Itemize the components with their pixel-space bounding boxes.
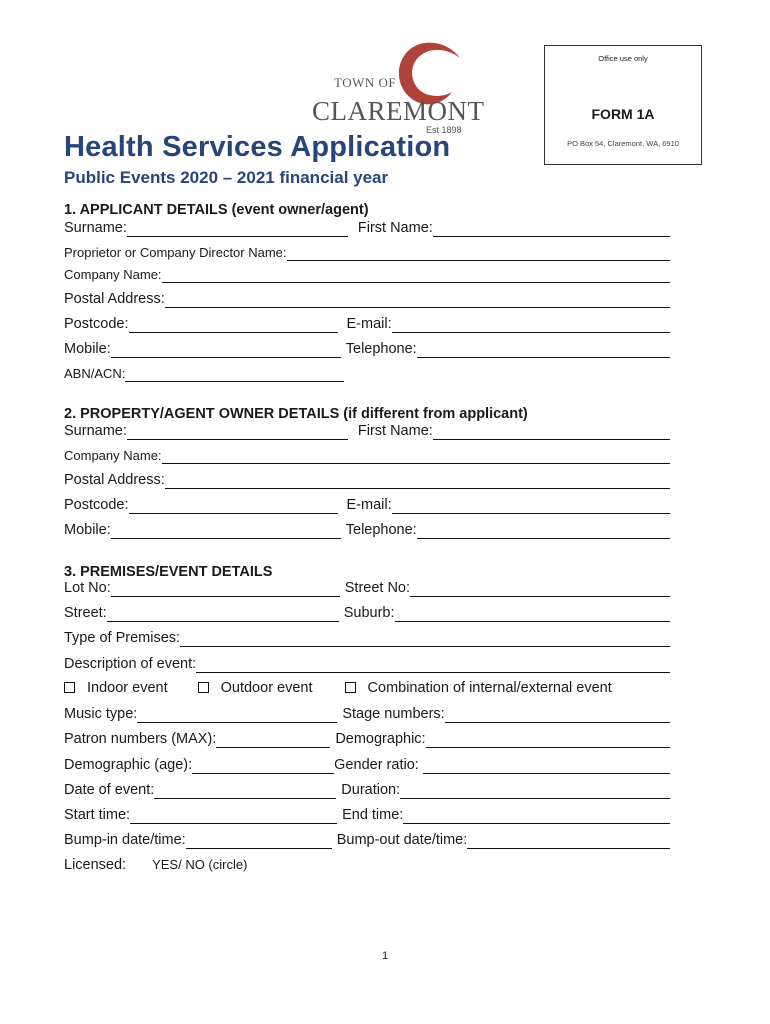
owner-postal-field[interactable] bbox=[165, 473, 670, 489]
lot-no-label: Lot No: bbox=[64, 580, 111, 596]
owner-mobile-field[interactable] bbox=[111, 523, 341, 539]
gender-ratio-field[interactable] bbox=[423, 758, 670, 774]
logo-town-of: TOWN OF bbox=[334, 75, 397, 90]
street-no-field[interactable] bbox=[410, 581, 670, 597]
owner-surname-label: Surname: bbox=[64, 423, 127, 439]
street-no-label: Street No: bbox=[344, 580, 411, 596]
suburb-field[interactable] bbox=[395, 606, 670, 622]
owner-mobile-label: Mobile: bbox=[64, 522, 111, 538]
owner-company-field[interactable] bbox=[162, 448, 670, 464]
section-1-heading: 1. APPLICANT DETAILS (event owner/agent) bbox=[64, 202, 369, 218]
combination-checkbox[interactable] bbox=[345, 682, 356, 693]
lot-no-field[interactable] bbox=[111, 581, 340, 597]
email-label: E-mail: bbox=[346, 316, 392, 332]
postal-address-field[interactable] bbox=[165, 292, 670, 308]
owner-surname-field[interactable] bbox=[127, 424, 348, 440]
patron-numbers-label: Patron numbers (MAX): bbox=[64, 731, 217, 747]
music-type-field[interactable] bbox=[137, 707, 337, 723]
gender-ratio-label: Gender ratio: bbox=[334, 757, 419, 773]
duration-label: Duration: bbox=[341, 782, 401, 798]
postcode-field[interactable] bbox=[129, 317, 338, 333]
owner-postal-label: Postal Address: bbox=[64, 472, 165, 488]
owner-telephone-field[interactable] bbox=[417, 523, 670, 539]
office-address: PO Box 54, Claremont, WA, 6910 bbox=[567, 139, 679, 148]
type-of-premises-field[interactable] bbox=[180, 631, 670, 647]
page-number: 1 bbox=[381, 950, 389, 962]
demographic-field[interactable] bbox=[426, 732, 670, 748]
mobile-field[interactable] bbox=[111, 342, 341, 358]
date-of-event-label: Date of event: bbox=[64, 782, 155, 798]
telephone-field[interactable] bbox=[417, 342, 670, 358]
page-title: Health Services Application bbox=[64, 131, 451, 163]
street-label: Street: bbox=[64, 605, 107, 621]
start-time-field[interactable] bbox=[130, 808, 337, 824]
demographic-age-label: Demographic (age): bbox=[64, 757, 193, 773]
proprietor-label: Proprietor or Company Director Name: bbox=[64, 245, 287, 260]
owner-postcode-field[interactable] bbox=[129, 498, 338, 514]
bump-in-label: Bump-in date/time: bbox=[64, 832, 186, 848]
owner-first-name-field[interactable] bbox=[433, 424, 670, 440]
outdoor-label: Outdoor event bbox=[220, 680, 313, 696]
duration-field[interactable] bbox=[400, 783, 670, 799]
section-2-heading: 2. PROPERTY/AGENT OWNER DETAILS (if different from applicant) bbox=[64, 406, 528, 422]
owner-company-label: Company Name: bbox=[64, 448, 162, 463]
music-type-label: Music type: bbox=[64, 706, 138, 722]
start-time-label: Start time: bbox=[64, 807, 131, 823]
street-field[interactable] bbox=[107, 606, 339, 622]
email-field[interactable] bbox=[392, 317, 670, 333]
outdoor-checkbox[interactable] bbox=[198, 682, 209, 693]
page-subtitle: Public Events 2020 – 2021 financial year bbox=[64, 168, 389, 187]
stage-numbers-label: Stage numbers: bbox=[342, 706, 445, 722]
licensed-label: Licensed: bbox=[64, 857, 127, 873]
owner-email-label: E-mail: bbox=[346, 497, 392, 513]
combination-label: Combination of internal/external event bbox=[367, 680, 612, 696]
bump-out-label: Bump-out date/time: bbox=[336, 832, 468, 848]
bump-out-field[interactable] bbox=[467, 833, 670, 849]
surname-field[interactable] bbox=[127, 221, 348, 237]
section-3-heading: 3. PREMISES/EVENT DETAILS bbox=[64, 564, 273, 580]
demographic-age-field[interactable] bbox=[192, 758, 334, 774]
postal-address-label: Postal Address: bbox=[64, 291, 165, 307]
end-time-field[interactable] bbox=[403, 808, 670, 824]
postcode-label: Postcode: bbox=[64, 316, 129, 332]
company-name-field[interactable] bbox=[162, 267, 670, 283]
owner-first-name-label: First Name: bbox=[357, 423, 433, 439]
telephone-label: Telephone: bbox=[345, 341, 417, 357]
form-id: FORM 1A bbox=[591, 106, 655, 122]
owner-email-field[interactable] bbox=[392, 498, 670, 514]
abn-acn-label: ABN/ACN: bbox=[64, 366, 126, 381]
first-name-field[interactable] bbox=[433, 221, 670, 237]
description-field[interactable] bbox=[196, 657, 670, 673]
description-label: Description of event: bbox=[64, 656, 197, 672]
proprietor-field[interactable] bbox=[287, 245, 670, 261]
licensed-options[interactable]: YES/ NO (circle) bbox=[152, 857, 248, 872]
indoor-checkbox[interactable] bbox=[64, 682, 75, 693]
end-time-label: End time: bbox=[342, 807, 404, 823]
type-of-premises-label: Type of Premises: bbox=[64, 630, 181, 646]
patron-numbers-field[interactable] bbox=[216, 732, 330, 748]
indoor-label: Indoor event bbox=[87, 680, 168, 696]
owner-telephone-label: Telephone: bbox=[345, 522, 417, 538]
office-use-box bbox=[544, 45, 702, 165]
first-name-label: First Name: bbox=[357, 220, 433, 236]
bump-in-field[interactable] bbox=[186, 833, 332, 849]
mobile-label: Mobile: bbox=[64, 341, 111, 357]
office-use-label: Office use only bbox=[598, 54, 648, 63]
abn-acn-field[interactable] bbox=[125, 366, 344, 382]
company-name-label: Company Name: bbox=[64, 267, 162, 282]
suburb-label: Suburb: bbox=[343, 605, 395, 621]
date-of-event-field[interactable] bbox=[154, 783, 336, 799]
owner-postcode-label: Postcode: bbox=[64, 497, 129, 513]
stage-numbers-field[interactable] bbox=[445, 707, 670, 723]
logo-claremont: CLAREMONT bbox=[312, 96, 485, 126]
demographic-label: Demographic: bbox=[335, 731, 426, 747]
logo-est: Est 1898 bbox=[426, 125, 462, 135]
surname-label: Surname: bbox=[64, 220, 127, 236]
